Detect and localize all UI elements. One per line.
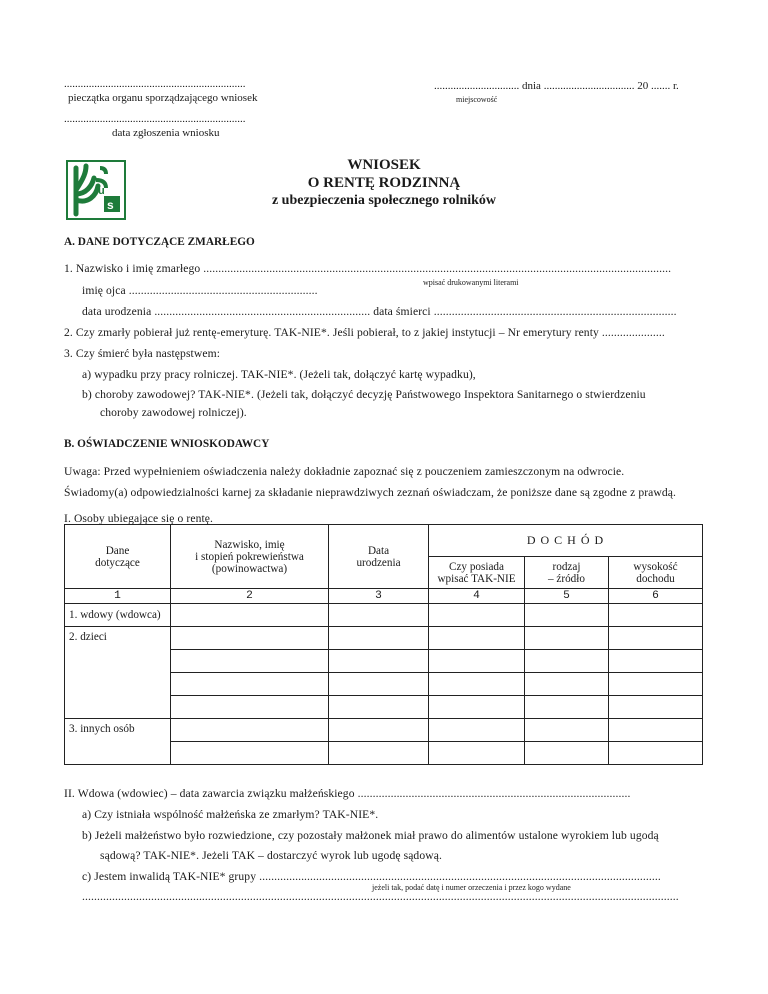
accident-question[interactable]: a) wypadku przy pracy rolniczej. TAK-NIE*. (Jeżeli tak, dołączyć kartę wypadku), (82, 368, 476, 381)
svg-text:u: u (98, 185, 105, 197)
declaration-text: Świadomy(a) odpowiedzialności karnej za składanie nieprawdziwych zeznań oświadczam, że poniższe dane są zgodne z prawdą. (64, 486, 677, 499)
applicants-table (64, 524, 703, 765)
table-row (65, 719, 703, 742)
col-header-income-amount: wysokość dochodu (609, 557, 703, 589)
table-cell[interactable] (429, 650, 525, 673)
row-label-children: 2. dzieci (65, 627, 171, 719)
table-cell[interactable] (525, 673, 609, 696)
instruction-note: Uwaga: Przed wypełnieniem oświadczenia należy dokładnie zapoznać się z pouczeniem zamieszczonym na odwrocie. (64, 465, 625, 478)
pension-question[interactable]: 2. Czy zmarły pobierał już rentę-emeryturę. TAK-NIE*. Jeśli pobierał, to z jakiej instytucji – Nr emerytury renty ..................... (64, 326, 665, 339)
stamp-dots: .................................................................. (64, 78, 246, 90)
col-header-name: Nazwisko, imię i stopień pokrewieństwa (powinowactwa) (171, 525, 329, 589)
table-cell[interactable] (609, 673, 703, 696)
joint-property-question[interactable]: a) Czy istniała wspólność małżeńska ze zmarłym? TAK-NIE*. (82, 808, 379, 821)
alimony-question-cont: sądową? TAK-NIE*. Jeżeli TAK – dostarczyć wyrok lub ugodę sądową. (100, 849, 442, 862)
col-num: 3 (329, 589, 429, 604)
svg-text:s: s (107, 198, 114, 212)
col-header-birthdate: Data urodzenia (329, 525, 429, 589)
table-cell[interactable] (609, 627, 703, 650)
alimony-question[interactable]: b) Jeżeli małżeństwo było rozwiedzione, czy pozostały małżonek miał prawo do alimentów ustalone wyrokiem lub ugodą (82, 829, 659, 842)
place-label: miejscowość (456, 95, 498, 104)
table-row (65, 604, 703, 627)
applicants-heading: I. Osoby ubiegające się o rentę. (64, 512, 214, 525)
marriage-date-field[interactable]: II. Wdowa (wdowiec) – data zawarcia związku małżeńskiego ........................................................................................... (64, 787, 631, 800)
table-cell[interactable] (429, 604, 525, 627)
table-cell[interactable] (609, 696, 703, 719)
table-cell[interactable] (171, 719, 329, 742)
col-num: 4 (429, 589, 525, 604)
occupational-disease-cont: choroby zawodowej rolniczej). (100, 406, 247, 419)
table-cell[interactable] (609, 604, 703, 627)
table-cell[interactable] (329, 719, 429, 742)
col-header-person: Dane dotyczące (65, 525, 171, 589)
disability-hint: jeżeli tak, podać datę i numer orzeczenia i przez kogo wydane (372, 883, 571, 892)
table-cell[interactable] (171, 696, 329, 719)
section-a-heading: A. DANE DOTYCZĄCE ZMARŁEGO (64, 236, 255, 248)
table-cell[interactable] (329, 696, 429, 719)
col-num: 6 (609, 589, 703, 604)
disability-field[interactable]: c) Jestem inwalidą TAK-NIE* grupy ...................................................................................................................................... (82, 870, 661, 883)
table-cell[interactable] (609, 742, 703, 765)
occupational-disease-question[interactable]: b) choroby zawodowej? TAK-NIE*. (Jeżeli tak, dołączyć decyzję Państwowego Inspektora Sanitarnego o stwierdzeniu (82, 388, 646, 401)
table-cell[interactable] (171, 627, 329, 650)
deceased-name-hint: wpisać drukowanymi literami (423, 278, 519, 287)
title-line-2: O RENTĘ RODZINNĄ (307, 175, 461, 191)
date-dots: .................................................................. (64, 113, 246, 125)
table-cell[interactable] (329, 604, 429, 627)
table-cell[interactable] (429, 742, 525, 765)
title-line-3: z ubezpieczenia społecznego rolników (271, 193, 497, 208)
title-line-1: WNIOSEK (347, 157, 421, 173)
table-cell[interactable] (609, 719, 703, 742)
table-cell[interactable] (609, 650, 703, 673)
deceased-name-field[interactable]: 1. Nazwisko i imię zmarłego ............................................................................................................................................................ (64, 262, 672, 275)
table-cell[interactable] (329, 742, 429, 765)
row-label-widow: 1. wdowy (wdowca) (65, 604, 171, 627)
row-label-others: 3. innych osób (65, 719, 171, 765)
place-date-line: ............................... dnia ................................. 20 ....... r. (434, 80, 679, 92)
col-header-income: D O C H Ó D (429, 525, 703, 557)
table-cell[interactable] (171, 742, 329, 765)
table-cell[interactable] (429, 673, 525, 696)
table-cell[interactable] (171, 650, 329, 673)
col-header-has-income: Czy posiada wpisać TAK-NIE (429, 557, 525, 589)
table-row (65, 627, 703, 650)
table-cell[interactable] (329, 627, 429, 650)
col-num: 5 (525, 589, 609, 604)
col-num: 2 (171, 589, 329, 604)
disability-dots[interactable]: ....................................................................................................................................................................................................... (82, 890, 679, 903)
table-cell[interactable] (525, 719, 609, 742)
col-num: 1 (65, 589, 171, 604)
table-cell[interactable] (171, 604, 329, 627)
col-header-income-type: rodzaj – źródło (525, 557, 609, 589)
table-cell[interactable] (429, 696, 525, 719)
table-cell[interactable] (525, 604, 609, 627)
section-b-heading: B. OŚWIADCZENIE WNIOSKODAWCY (64, 438, 270, 450)
table-cell[interactable] (525, 627, 609, 650)
date-label: data zgłoszenia wniosku (112, 127, 220, 139)
death-cause-question: 3. Czy śmierć była następstwem: (64, 347, 221, 360)
table-cell[interactable] (429, 627, 525, 650)
table-cell[interactable] (329, 673, 429, 696)
table-cell[interactable] (525, 650, 609, 673)
table-cell[interactable] (329, 650, 429, 673)
table-cell[interactable] (171, 673, 329, 696)
table-cell[interactable] (525, 742, 609, 765)
father-name-field[interactable]: imię ojca ............................................................... (82, 284, 318, 297)
stamp-label: pieczątka organu sporządzającego wniosek (68, 92, 258, 104)
table-cell[interactable] (525, 696, 609, 719)
table-cell[interactable] (429, 719, 525, 742)
birth-death-dates-field[interactable]: data urodzenia ........................................................................ data śmierci ................................................................................. (82, 305, 677, 318)
